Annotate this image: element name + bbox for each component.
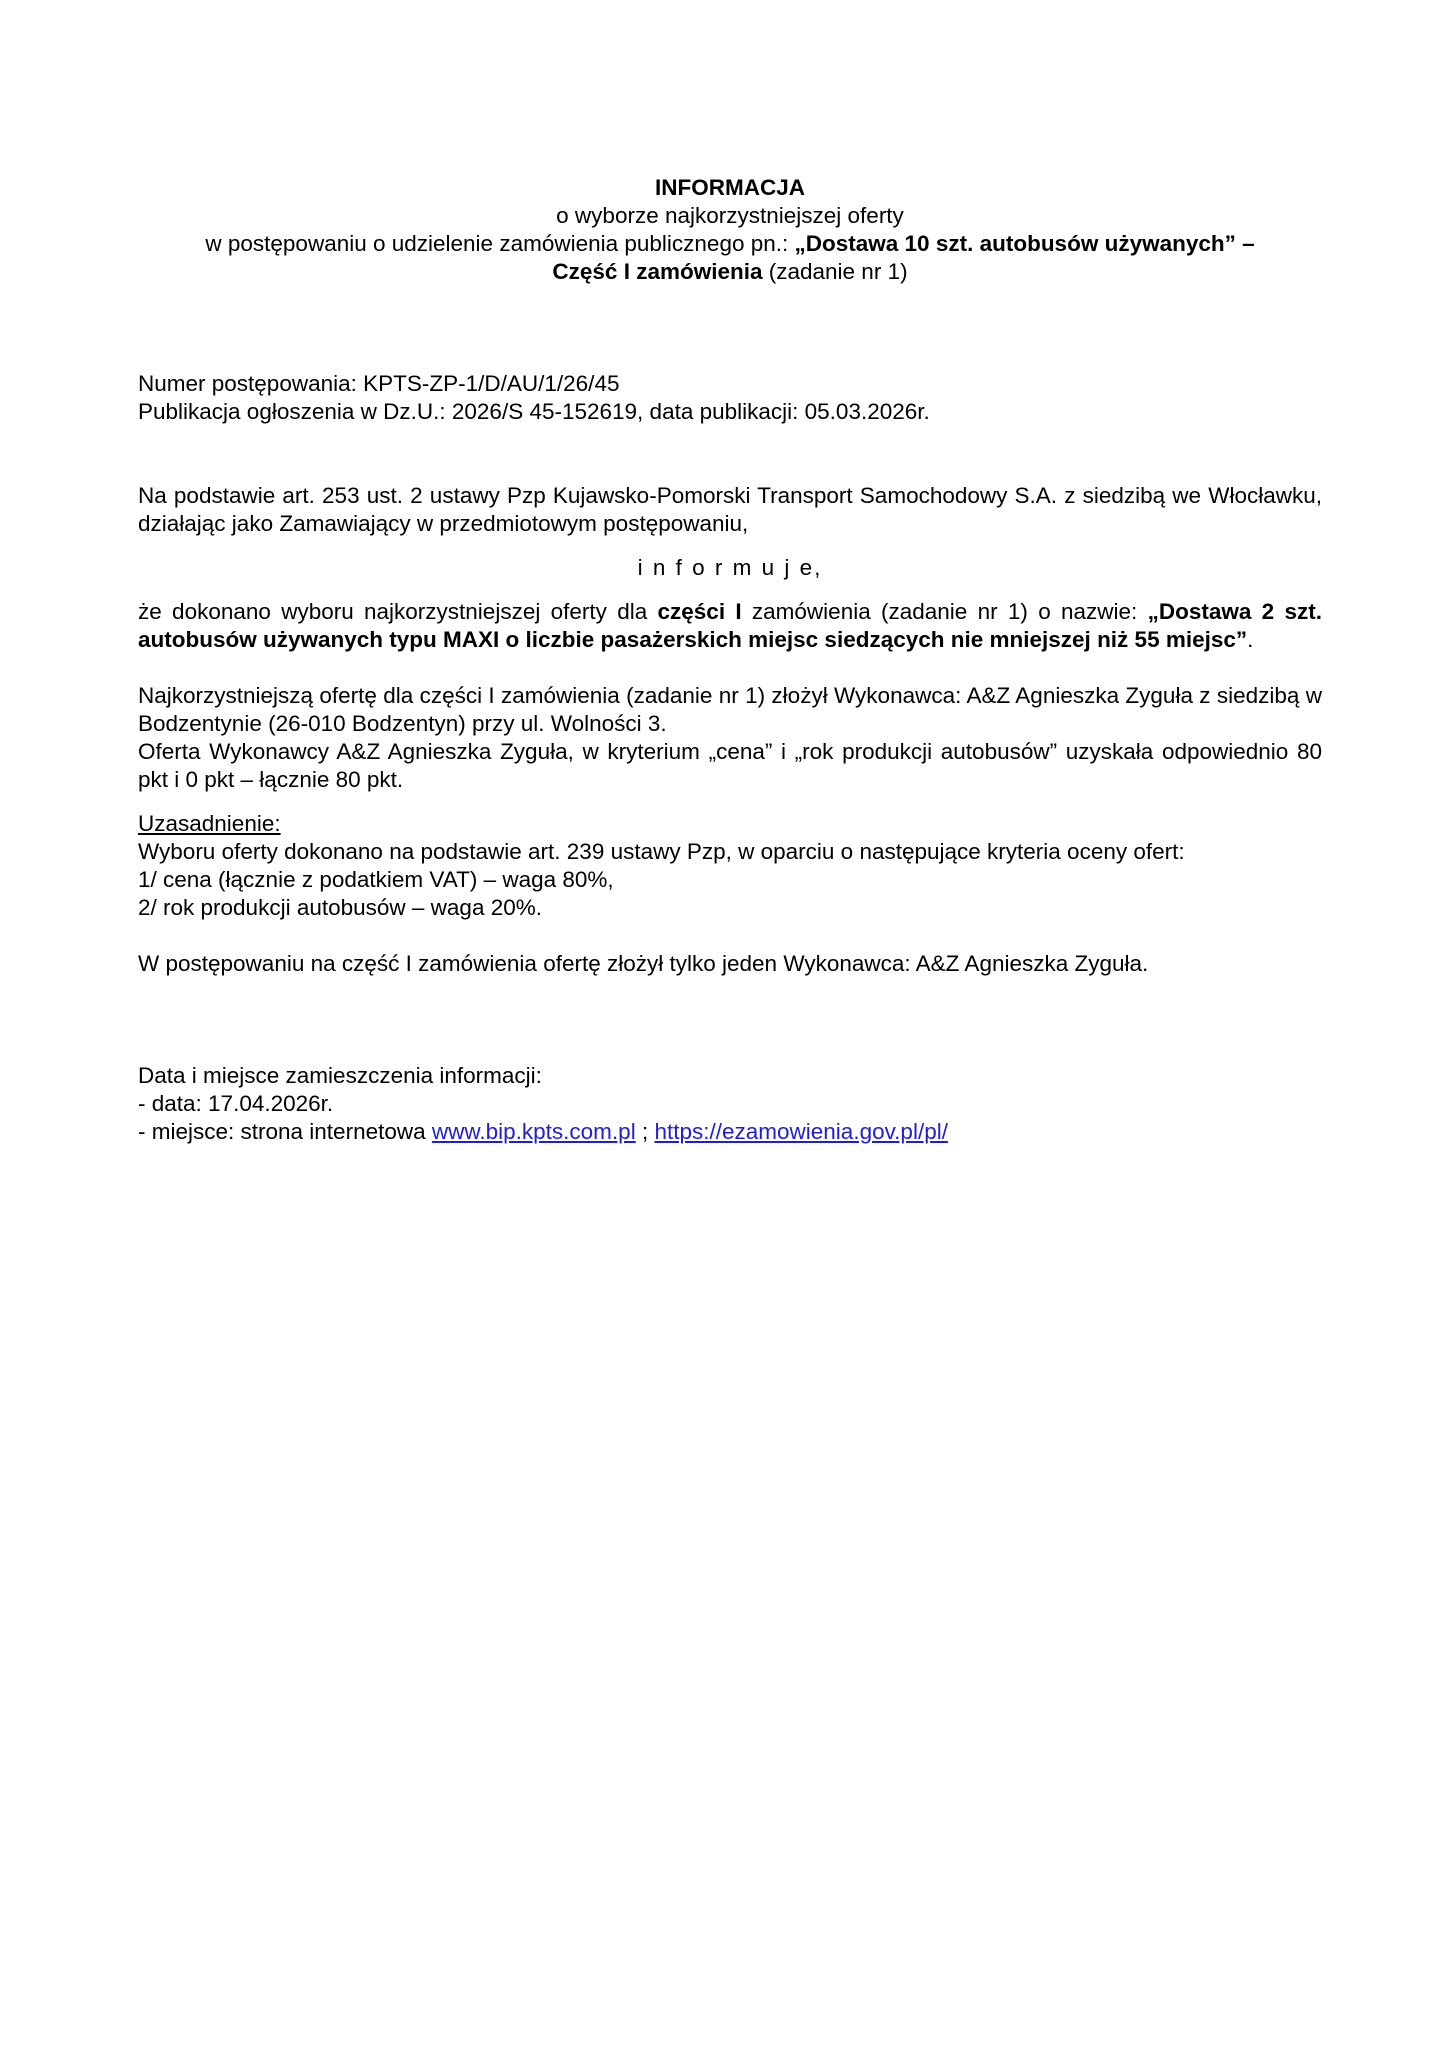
publication-info-heading: Data i miejsce zamieszczenia informacji: [138,1063,542,1088]
informs-line: i n f o r m u j e, [637,555,823,580]
winner-paragraph: Najkorzystniejszą ofertę dla części I zamówienia (zadanie nr 1) złożył Wykonawca: A&Z Agnieszka Zyguła z siedzibą w Bodzentynie (26-010 Bodzentyn) przy ul. Wolności 3. [138,683,1322,736]
bip-link[interactable]: www.bip.kpts.com.pl [431,1119,636,1144]
publication-notice: Publikacja ogłoszenia w Dz.U.: 2026/S 45-152619, data publikacji: 05.03.2026r. [138,399,930,424]
subtitle-line-2 [138,230,1322,258]
subtitle-line-3-bold: Część I zamówienia [552,259,763,284]
intro-paragraph: Na podstawie art. 253 ust. 2 ustawy Pzp Kujawsko-Pomorski Transport Samochodowy S.A. z siedzibą we Włocławku, działając jako Zamawiający w przedmiotowym postępowaniu, [138,483,1322,536]
criterion-item: 2/ rok produkcji autobusów – waga 20%. [138,895,542,920]
subtitle-line-2-bold: „Dostawa 10 szt. autobusów używanych” – [794,231,1255,256]
decision-part: części I [657,599,742,624]
justification-text: Wyboru oferty dokonano na podstawie art. 239 ustawy Pzp, w oparciu o następujące kryteria oceny ofert: [138,839,1185,864]
document-body [138,174,1322,1146]
decision-name: „Dostawa 2 szt. autobusów używanych typu MAXI o liczbie pasażerskich miejsc siedzących nie mniejszej niż 55 miejsc” [138,599,1322,652]
single-bidder-note: W postępowaniu na część I zamówienia ofertę złożył tylko jeden Wykonawca: A&Z Agnieszka Zyguła. [138,951,1149,976]
ezamowienia-link[interactable]: https://ezamowienia.gov.pl/pl/ [654,1119,948,1144]
criterion-item: 1/ cena (łącznie z podatkiem VAT) – waga 80%, [138,867,614,892]
publication-place [138,1118,1322,1146]
subtitle-line-1: o wyborze najkorzystniejszej oferty [556,203,904,228]
decision-prefix: że dokonano wyboru najkorzystniejszej oferty dla [138,599,658,624]
score-paragraph: Oferta Wykonawcy A&Z Agnieszka Zyguła, w kryterium „cena” i „rok produkcji autobusów” uzyskała odpowiednio 80 pkt i 0 pkt – łącznie 80 pkt. [138,739,1322,792]
decision-suffix: . [1247,627,1254,652]
subtitle-line-2-prefix: w postępowaniu o udzielenie zamówienia publicznego pn.: [205,231,795,256]
justification-heading: Uzasadnienie: [138,811,281,836]
link-separator: ; [635,1119,655,1144]
subtitle-line-3 [138,258,1322,286]
proceeding-number: Numer postępowania: KPTS-ZP-1/D/AU/1/26/45 [138,371,620,396]
decision-paragraph [138,598,1322,654]
publication-place-prefix: - miejsce: strona internetowa [138,1119,432,1144]
subtitle-line-3-rest: (zadanie nr 1) [762,259,908,284]
publication-date: - data: 17.04.2026r. [138,1091,334,1116]
document-title: INFORMACJA [655,175,805,200]
decision-middle: zamówienia (zadanie nr 1) o nazwie: [741,599,1148,624]
